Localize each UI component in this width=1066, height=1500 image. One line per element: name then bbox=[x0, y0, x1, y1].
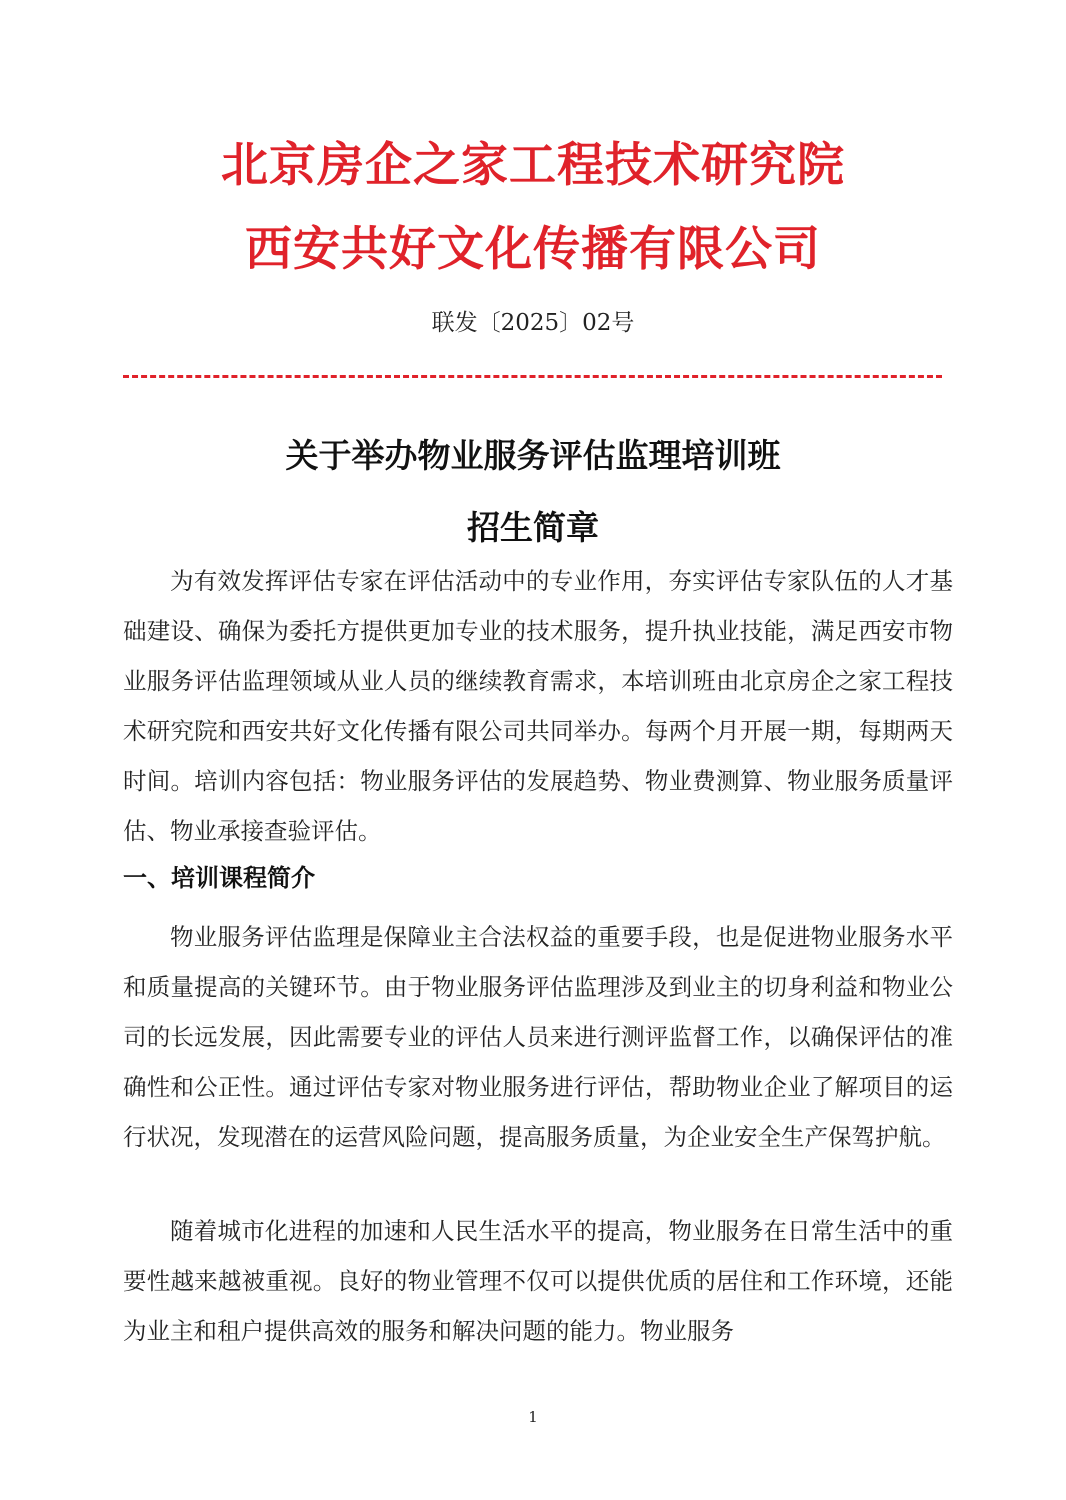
page-number: 1 bbox=[528, 1408, 538, 1426]
red-divider-line bbox=[123, 375, 942, 378]
issuing-org-2: 西安共好文化传播有限公司 bbox=[245, 222, 821, 277]
document-number: 联发〔2025〕02号 bbox=[431, 310, 635, 336]
course-intro-paragraph-2: 随着城市化进程的加速和人民生活水平的提高，物业服务在日常生活中的重要性越来越被重视。良好的物业管理不仅可以提供优质的居住和工作环境，还能为业主和租户提供高效的服务和解决问题的能力。物业服务 bbox=[123, 1217, 953, 1345]
intro-paragraph: 为有效发挥评估专家在评估活动中的专业作用，夯实评估专家队伍的人才基础建设、确保为委托方提供更加专业的技术服务，提升执业技能，满足西安市物业服务评估监理领域从业人员的继续教育需求，本培训班由北京房企之家工程技术研究院和西安共好文化传播有限公司共同举办。每两个月开展一期，每期两天时间。培训内容包括：物业服务评估的发展趋势、物业费测算、物业服务质量评估、物业承接查验评估。 bbox=[123, 567, 953, 845]
document-title-line-2: 招生简章 bbox=[467, 508, 599, 547]
section-heading-course-intro: 一、培训课程简介 bbox=[123, 864, 315, 892]
document-title-line-1: 关于举办物业服务评估监理培训班 bbox=[285, 436, 781, 475]
issuing-org-1: 北京房企之家工程技术研究院 bbox=[221, 138, 845, 193]
course-intro-paragraph-1: 物业服务评估监理是保障业主合法权益的重要手段，也是促进物业服务水平和质量提高的关键环节。由于物业服务评估监理涉及到业主的切身利益和物业公司的长远发展，因此需要专业的评估人员来进行测评监督工作，以确保评估的准确性和公正性。通过评估专家对物业服务进行评估，帮助物业企业了解项目的运行状况，发现潜在的运营风险问题，提高服务质量，为企业安全生产保驾护航。 bbox=[123, 923, 953, 1151]
